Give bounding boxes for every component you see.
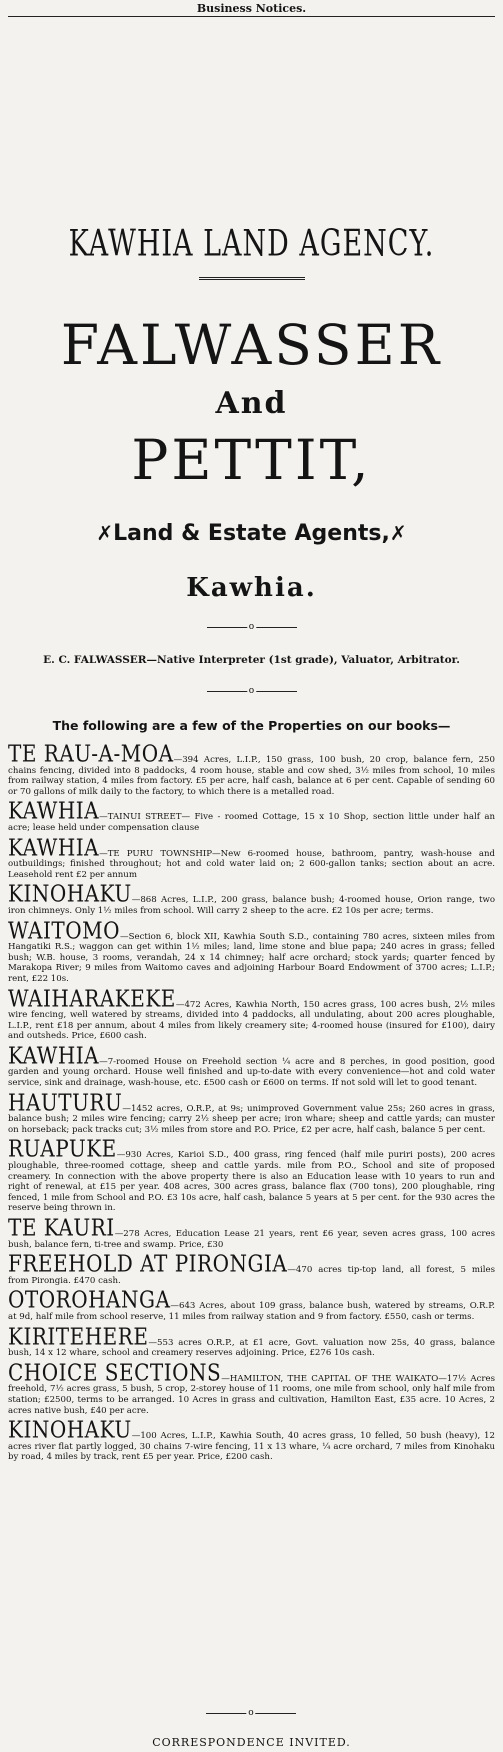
property-name: WAIHARAKEKE [8, 984, 176, 1012]
separator-rule: o [207, 684, 297, 698]
property-name: FREEHOLD AT PIRONGIA [8, 1250, 288, 1278]
agency-title: KAWHIA LAND AGENCY. [68, 223, 435, 265]
property-description: —TE PURU TOWNSHIP—New 6-roomed house, bathroom, pantry, wash-house and outbuildings; finished throughout; hot and cold water laid on; 2 600-gallon tanks; section about an acre. Leasehold rent £2 per annum [8, 848, 495, 880]
property-name: OTOROHANGA [8, 1286, 171, 1314]
property-name: KIRITEHERE [8, 1322, 149, 1351]
property-listing [8, 1415, 495, 1463]
property-description: —472 Acres, Kawhia North, 150 acres grass, 100 acres bush, 2½ miles wire fencing, well watered by streams, divided into 4 paddocks, all undulating, about 200 acres ploughable, L.I.P., rent £18 per annum, about 4 miles from likely creamery site; 4-roomed house (insured for £100), dairy and outsheds. Price, £600 cash. [8, 999, 495, 1042]
property-listing [8, 1358, 495, 1416]
property-name: KAWHIA [8, 833, 100, 862]
separator-rule: o [207, 620, 297, 634]
interpreter-line: E. C. FALWASSER—Native Interpreter (1st grade), Valuator, Arbitrator. [43, 654, 460, 666]
firm-and: And [215, 386, 288, 421]
property-description: —930 Acres, Karioi S.D., 400 grass, ring fenced (half mile puriri posts), 200 acres ploughable, three-roomed cottage, sheep and cattle yards. mile from P.O., School and site of proposed creamery. In connection with the above property there is also an Education lease with 10 years to run and right of renewal, at £15 per year. 408 acres, 300 acres grass, balance flax (700 tons), 200 ploughable, ring fenced, 1 mile from School and P.O. £3 10s acre, half cash, balance 5 years at 5 per cent. for the 930 acres the reserve being thrown in. [8, 1150, 495, 1214]
section-heading: Business Notices. [196, 2, 307, 15]
property-name: TE RAU-A-MOA [8, 739, 174, 768]
separator-rule: o [206, 1706, 296, 1720]
property-listing [8, 1322, 495, 1359]
property-description: —553 acres O.R.P., at £1 acre, Govt. valuation now 25s, 40 grass, balance bush, 14 x 12 whare, school and creamery reserves adjoining. Price, £276 10s cash. [8, 1337, 495, 1359]
properties-intro: The following are a few of the Properties on our books— [52, 718, 451, 733]
property-description: —278 Acres, Education Lease 21 years, rent £6 year, seven acres grass, 100 acres bush, balance fern, ti-tree and swamp. Price, £30 [8, 1229, 495, 1250]
property-name: RUAPUKE [8, 1135, 117, 1163]
property-name: KAWHIA [8, 1041, 100, 1070]
property-listing [8, 1213, 495, 1250]
property-listing [8, 1286, 495, 1322]
header-rule [8, 16, 495, 17]
property-description: —643 Acres, about 109 grass, balance bush, watered by streams, O.R.P. at 9d, half mile from school reserve, 11 miles from railway station and 9 from factory. £550, cash or terms. [8, 1301, 495, 1322]
firm-name-1: FALWASSER [60, 313, 443, 377]
property-listing [8, 739, 495, 797]
property-description: —1452 acres, O.R.P., at 9s; unimproved Government value 25s; 260 acres in grass, balance bush; 2 miles wire fencing; carry 2½ sheep per acre; iron whare; sheep and cattle yards; can muster on horseback; pack tracks cut; 3½ miles from store and P.O. Price, £2 per acre, half cash, balance 5 per cent. [8, 1103, 495, 1135]
property-name: HAUTURU [8, 1088, 123, 1117]
property-name: TE KAURI [8, 1213, 115, 1242]
property-description: —7-roomed House on Freehold section ¼ acre and 8 perches, in good position, good garden and young orchard. House well finished and up-to-date with every convenience—hot and cold water service, sink and drainage, wash-house, etc. £500 cash or £600 on terms. If not sold will let to good tenant. [8, 1056, 495, 1089]
right-ornament-icon: ✗ [389, 521, 407, 545]
property-listing [8, 797, 495, 833]
property-name: CHOICE SECTIONS [8, 1358, 222, 1387]
firm-name-2: PETTIT, [131, 428, 372, 492]
property-description: —470 acres tip-top land, all forest, 5 miles from Pirongia. £470 cash. [8, 1265, 495, 1286]
property-listing [8, 1250, 495, 1286]
property-listings [8, 739, 495, 1463]
property-description: —HAMILTON, THE CAPITAL OF THE WAIKATO—17½ Acres freehold, 7½ acres grass, 5 bush, 5 crop, 2-storey house of 11 rooms, one mile from school, only half mile from station; £2500, terms to be arranged. 10 Acres in grass and cultivation, Hamilton East, £35 acre. 10 Acres, 2 acres native bush, £40 per acre. [8, 1373, 495, 1416]
property-description: —Section 6, block XII, Kawhia South S.D., containing 780 acres, sixteen miles from Hangatiki R.S.; waggon can get within 1½ miles; land, lime stone and blue papa; 240 acres in grass; felled bush; W.B. house, 3 rooms, verandah, 24 x 14 chimney; half acre orchard; stock yards; quarter fenced by Marakopa River; 9 miles from Waitomo caves and adjoining Harbour Board Endowment of 3700 acres; L.I.P.; rent, £22 10s. [8, 931, 495, 984]
property-description: —394 Acres, L.I.P., 150 grass, 100 bush, 20 crop, balance fern, 250 chains fencing, divided into 8 paddocks, 4 room house, stable and cow shed, 3½ miles from school, 10 miles from railway station, 4 miles from factory. £5 per acre, half cash, balance at 6 per cent. Capable of sending 60 or 70 gallons of milk daily to the factory, to which there is a metalled road. [8, 755, 495, 797]
property-listing [8, 1041, 495, 1089]
agents-line [8, 516, 495, 550]
agents-text: Land & Estate Agents, [113, 521, 390, 546]
property-name: KINOHAKU [8, 880, 132, 908]
property-name: KAWHIA [8, 797, 100, 825]
property-listing [8, 916, 495, 985]
property-listing [8, 1135, 495, 1214]
property-listing [8, 1088, 495, 1136]
property-listing [8, 880, 495, 916]
left-ornament-icon: ✗ [96, 521, 114, 545]
property-listing [8, 984, 495, 1042]
property-name: WAITOMO [8, 916, 121, 944]
property-description: —868 Acres, L.I.P., 200 grass, balance bush; 4-roomed house, Orion range, two iron chimneys. Only 1½ miles from school. Will carry 2 sheep to the acre. £2 10s per acre; terms. [8, 895, 495, 916]
place-name: Kawhia. [186, 573, 317, 603]
property-listing [8, 833, 495, 881]
property-description: —100 Acres, L.I.P., Kawhia South, 40 acres grass, 10 felled, 50 bush (heavy), 12 acres river flat partly logged, 30 chains 7-wire fencing, 11 x 13 whare, ¼ acre orchard, 7 miles from Kinohaku by road, 4 miles by track, rent £5 per year. Price, £200 cash. [8, 1431, 495, 1463]
footer-note: CORRESPONDENCE INVITED. [152, 1736, 351, 1749]
property-description: —TAINUI STREET— Five - roomed Cottage, 15 x 10 Shop, section little under half an acre; lease held under compensation clause [8, 812, 495, 833]
property-name: KINOHAKU [8, 1415, 132, 1444]
